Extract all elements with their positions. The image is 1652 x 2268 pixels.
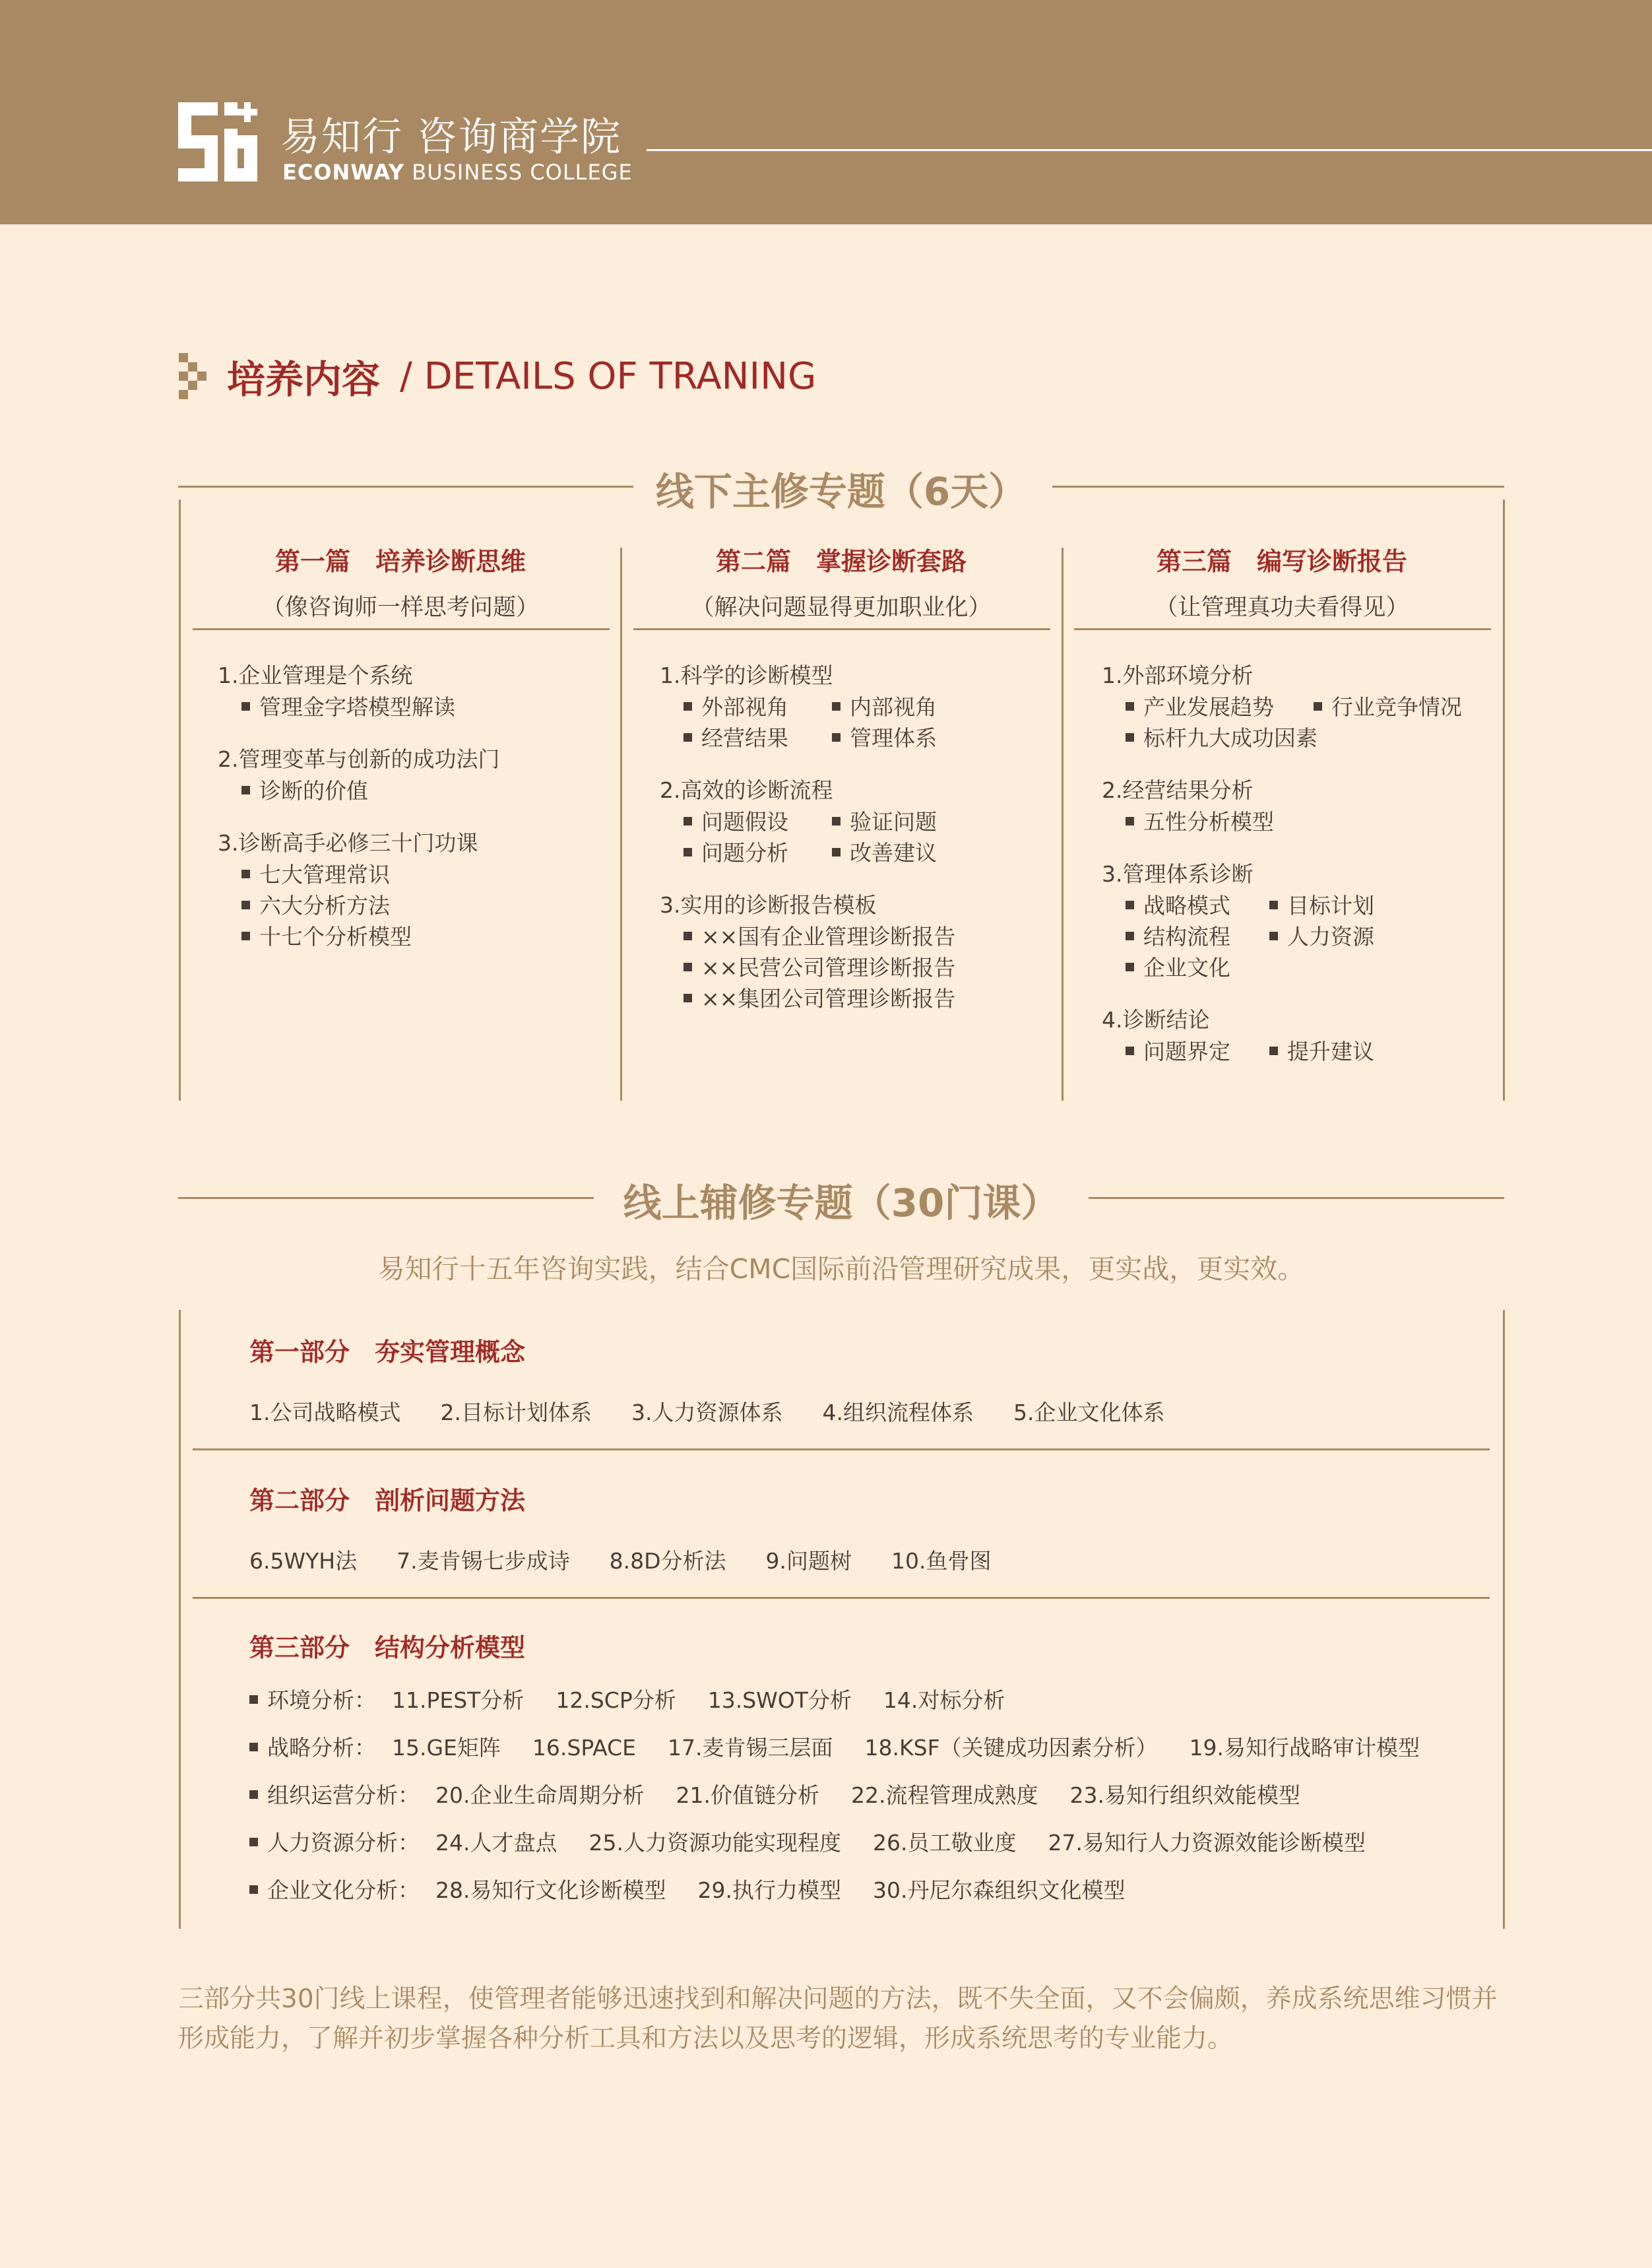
online-part-3	[249, 1627, 1451, 1914]
course-item: 25.人力资源功能实现程度	[588, 1830, 841, 1856]
course-item: 29.执行力模型	[697, 1877, 841, 1903]
subtopic-item: 产业发展趋势	[1126, 692, 1314, 723]
square-bullet-icon	[832, 817, 841, 826]
section-title-en: / DETAILS OF TRANING	[400, 354, 817, 398]
square-bullet-icon	[1269, 1047, 1278, 1055]
subtopic-item: ××国有企业管理诊断报告	[683, 921, 955, 952]
analysis-label: 战略分析：	[267, 1735, 376, 1761]
course-item: 24.人才盘点	[435, 1830, 557, 1856]
subtopic-item: 十七个分析模型	[241, 921, 412, 952]
square-bullet-icon	[249, 1838, 258, 1846]
topic-title: 4.诊断结论	[1102, 1007, 1210, 1033]
analysis-row	[249, 1867, 1451, 1914]
course-item: 18.KSF（关键成功因素分析）	[864, 1735, 1158, 1761]
square-bullet-icon	[832, 733, 841, 742]
course-item: 7.麦肯锡七步成诗	[397, 1548, 570, 1574]
column-title: 第二篇 掌握诊断套路	[715, 547, 967, 576]
subtopic-item: 六大分析方法	[241, 890, 390, 921]
summary-line-1: 三部分共30门线上课程，使管理者能够迅速找到和解决问题的方法，既不失全面，又不会偏颇，养成系统思维习惯并	[178, 1984, 1498, 2014]
topic-title: 1.外部环境分析	[1102, 663, 1254, 688]
online-border-left	[179, 1310, 181, 1929]
square-bullet-icon	[1126, 702, 1134, 711]
online-part-divider-1	[193, 1448, 1490, 1450]
course-item: 8.8D分析法	[609, 1548, 726, 1574]
course-item: 28.易知行文化诊断模型	[435, 1877, 666, 1903]
online-part-1	[249, 1332, 1205, 1427]
topic-group	[1102, 660, 1517, 754]
square-bullet-icon	[241, 901, 250, 909]
subtopic-item: 诊断的价值	[241, 775, 368, 806]
brand-en-bold: ECONWAY	[282, 160, 405, 185]
square-bullet-icon	[1126, 901, 1134, 909]
topic-title: 2.管理变革与创新的成功法门	[218, 746, 500, 772]
course-item: 9.问题树	[765, 1548, 852, 1574]
topic-group	[660, 775, 1075, 868]
topic-title: 3.管理体系诊断	[1102, 861, 1254, 887]
analysis-rows	[249, 1677, 1451, 1914]
column-title: 第三篇 编写诊断报告	[1156, 547, 1407, 576]
square-bullet-icon	[1314, 702, 1322, 711]
topic-title: 2.高效的诊断流程	[660, 777, 833, 803]
course-item: 2.目标计划体系	[440, 1400, 592, 1425]
online-title: 线上辅修专题（30门课）	[623, 1181, 1060, 1225]
square-bullet-icon	[683, 733, 692, 742]
part-course-list	[249, 1396, 1205, 1427]
analysis-row	[249, 1772, 1451, 1819]
subtopic-item: 管理体系	[832, 723, 937, 754]
offline-border-left	[179, 500, 181, 1101]
subtopic-item: 目标计划	[1269, 890, 1374, 921]
topic-title: 1.科学的诊断模型	[660, 663, 833, 688]
square-bullet-icon	[683, 994, 692, 1002]
topic-group	[660, 660, 1075, 754]
square-bullet-icon	[241, 870, 250, 878]
column-subtitle: （让管理真功夫看得见）	[1155, 595, 1409, 621]
square-bullet-icon	[832, 702, 841, 711]
subtopic-item: 外部视角	[683, 692, 832, 723]
subtopic-item: 人力资源	[1269, 921, 1374, 952]
course-item: 17.麦肯锡三层面	[668, 1735, 833, 1761]
analysis-label: 人力资源分析：	[267, 1830, 420, 1856]
course-item: 12.SCP分析	[556, 1687, 676, 1713]
course-item: 27.易知行人力资源效能诊断模型	[1048, 1830, 1366, 1856]
course-item: 11.PEST分析	[392, 1687, 524, 1713]
analysis-row	[249, 1677, 1451, 1724]
course-item: 14.对标分析	[883, 1687, 1005, 1713]
topic-title: 3.实用的诊断报告模板	[660, 892, 877, 918]
online-intro: 易知行十五年咨询实践，结合CMC国际前沿管理研究成果，更实战，更实效。	[377, 1253, 1305, 1285]
subtopic-item: 内部视角	[832, 692, 937, 723]
section-title-cn: 培养内容	[227, 357, 381, 402]
subtopic-item: 改善建议	[832, 837, 937, 868]
square-bullet-icon	[832, 848, 841, 857]
topic-title: 2.经营结果分析	[1102, 777, 1254, 803]
col2-header-line	[633, 628, 1050, 630]
square-bullet-icon	[1126, 733, 1134, 742]
analysis-row	[249, 1819, 1451, 1867]
square-bullet-icon	[1269, 901, 1278, 909]
square-bullet-icon	[683, 848, 692, 857]
arrow-marker-icon	[178, 353, 207, 399]
course-item: 23.易知行组织效能模型	[1069, 1782, 1300, 1808]
course-item: 5.企业文化体系	[1013, 1400, 1165, 1425]
course-item: 3.人力资源体系	[631, 1400, 783, 1425]
part-course-list	[249, 1544, 1031, 1575]
subtopic-item: 问题假设	[683, 806, 832, 837]
subtopic-item: 企业文化	[1126, 952, 1230, 983]
course-item: 1.公司战略模式	[249, 1400, 401, 1425]
course-item: 19.易知行战略审计模型	[1189, 1735, 1420, 1761]
square-bullet-icon	[683, 702, 692, 711]
subtopic-item: 七大管理常识	[241, 859, 390, 890]
part-title: 第一部分 夯实管理概念	[249, 1338, 526, 1367]
page-header	[0, 0, 1652, 224]
offline-column-3	[1074, 541, 1490, 1064]
online-part-2	[249, 1480, 1031, 1575]
col3-header-line	[1074, 628, 1491, 630]
topic-group	[218, 660, 633, 723]
subtopic-item: 提升建议	[1269, 1036, 1374, 1067]
econway-logo-icon	[178, 102, 257, 181]
subtopic-item: ××民营公司管理诊断报告	[683, 952, 955, 983]
square-bullet-icon	[249, 1790, 258, 1799]
column-subtitle: （解决问题显得更加职业化）	[691, 595, 992, 621]
subtopic-item: ××集团公司管理诊断报告	[683, 983, 955, 1014]
subtopic-item: 经营结果	[683, 723, 832, 754]
subtopic-item: 标杆九大成功因素	[1126, 723, 1318, 754]
square-bullet-icon	[241, 932, 250, 940]
topic-group	[1102, 775, 1517, 837]
subtopic-item: 问题分析	[683, 837, 832, 868]
course-item: 20.企业生命周期分析	[435, 1782, 645, 1808]
col1-header-line	[193, 628, 610, 630]
course-item: 4.组织流程体系	[822, 1400, 974, 1425]
column-subtitle: （像咨询师一样思考问题）	[261, 595, 539, 621]
topic-group	[1102, 1004, 1517, 1067]
subtopic-item: 结构流程	[1126, 921, 1269, 952]
section-title	[178, 343, 816, 409]
topic-group	[218, 744, 633, 806]
course-item: 22.流程管理成熟度	[850, 1782, 1038, 1808]
subtopic-item: 五性分析模型	[1126, 806, 1274, 837]
course-item: 26.员工敬业度	[872, 1830, 1017, 1856]
square-bullet-icon	[683, 817, 692, 826]
course-item: 21.价值链分析	[676, 1782, 819, 1808]
column-title: 第一篇 培养诊断思维	[274, 547, 526, 576]
summary-line-2: 形成能力，了解并初步掌握各种分析工具和方法以及思考的逻辑，形成系统思考的专业能力。	[178, 2024, 1234, 2054]
square-bullet-icon	[1126, 963, 1134, 971]
square-bullet-icon	[241, 702, 250, 711]
square-bullet-icon	[683, 963, 692, 971]
analysis-label: 环境分析：	[267, 1687, 376, 1713]
subtopic-item: 行业竞争情况	[1314, 692, 1462, 723]
topic-title: 3.诊断高手必修三十门功课	[218, 830, 478, 856]
topic-group	[1102, 859, 1517, 983]
header-divider	[647, 149, 1652, 151]
online-part-divider-2	[193, 1597, 1490, 1599]
square-bullet-icon	[241, 786, 250, 794]
square-bullet-icon	[249, 1885, 258, 1894]
brand-name-cn: 易知行 咨询商学院	[280, 114, 622, 160]
course-item: 13.SWOT分析	[707, 1687, 852, 1713]
subtopic-item: 问题界定	[1126, 1036, 1269, 1067]
offline-column-2	[633, 541, 1049, 1012]
square-bullet-icon	[683, 932, 692, 940]
square-bullet-icon	[249, 1743, 258, 1751]
part-title: 第三部分 结构分析模型	[249, 1633, 526, 1662]
square-bullet-icon	[1126, 817, 1134, 826]
square-bullet-icon	[1126, 932, 1134, 940]
square-bullet-icon	[1126, 1047, 1134, 1055]
topic-group	[660, 890, 1075, 1014]
subtopic-item: 战略模式	[1126, 890, 1269, 921]
topic-group	[218, 827, 633, 952]
brand-en-rest: BUSINESS COLLEGE	[404, 160, 633, 185]
offline-title: 线下主修专题（6天）	[655, 469, 1027, 514]
course-item: 10.鱼骨图	[891, 1548, 992, 1574]
analysis-row	[249, 1724, 1451, 1772]
offline-column-1	[193, 541, 608, 950]
square-bullet-icon	[249, 1695, 258, 1704]
brand-name-en	[282, 160, 633, 185]
analysis-label: 组织运营分析：	[267, 1782, 420, 1808]
summary-paragraph	[178, 1980, 1511, 2059]
analysis-label: 企业文化分析：	[267, 1877, 420, 1903]
course-item: 15.GE矩阵	[392, 1735, 501, 1761]
course-item: 16.SPACE	[532, 1735, 637, 1761]
course-item: 6.5WYH法	[249, 1548, 358, 1574]
part-title: 第二部分 剖析问题方法	[249, 1486, 526, 1515]
online-border-right	[1503, 1310, 1505, 1929]
course-item: 30.丹尼尔森组织文化模型	[872, 1877, 1126, 1903]
subtopic-item: 验证问题	[832, 806, 937, 837]
square-bullet-icon	[1269, 932, 1278, 940]
subtopic-item: 管理金字塔模型解读	[241, 692, 455, 723]
topic-title: 1.企业管理是个系统	[218, 663, 413, 688]
